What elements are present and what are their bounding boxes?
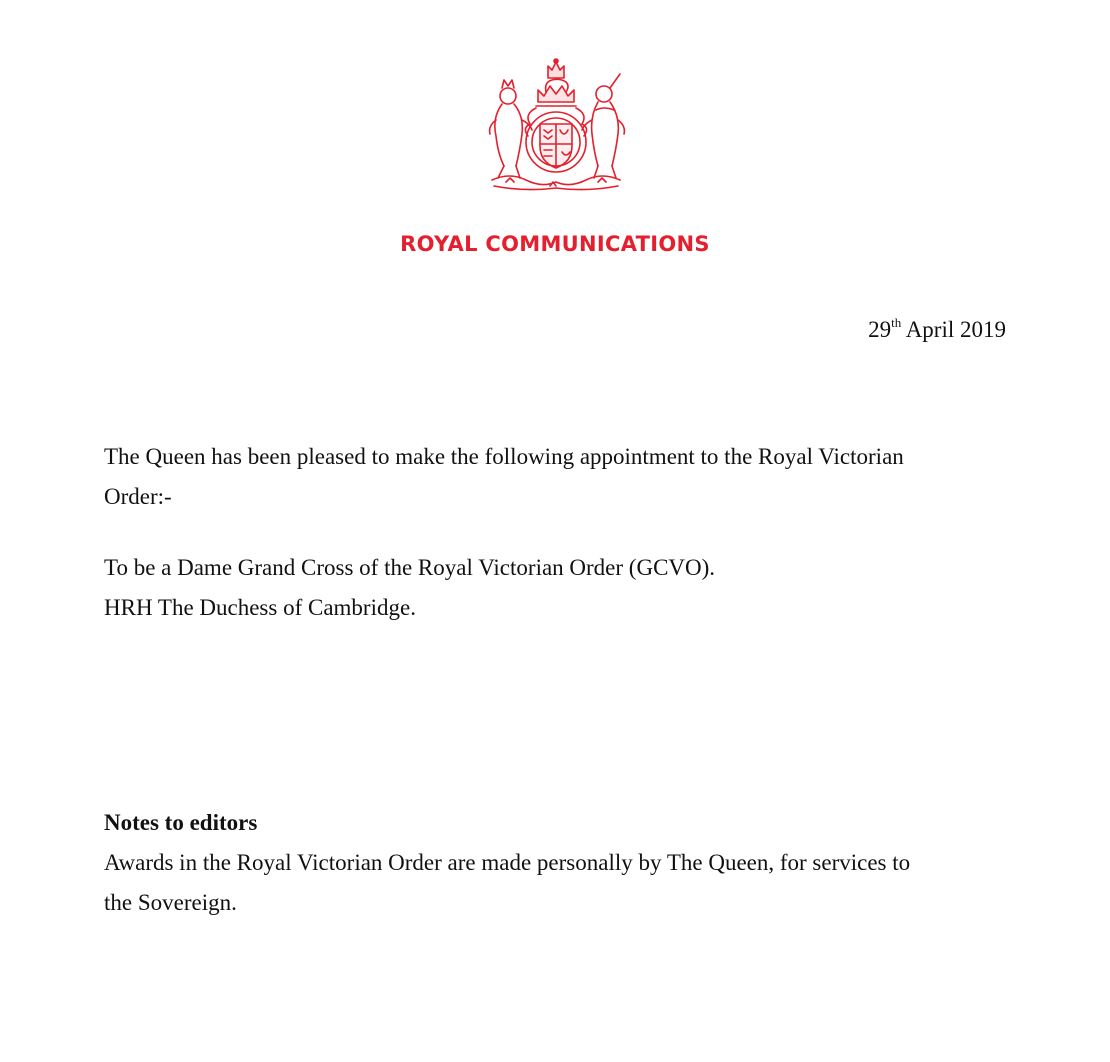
royal-coat-of-arms-icon — [486, 58, 626, 194]
date-suffix: th — [891, 315, 902, 330]
appointment-title: To be a Dame Grand Cross of the Royal Victorian Order (GCVO). — [104, 555, 716, 580]
notes-section — [104, 803, 1004, 923]
intro-paragraph — [104, 437, 1004, 517]
appointee-name: HRH The Duchess of Cambridge. — [104, 595, 416, 620]
date-day: 29 — [868, 317, 892, 342]
page-heading: ROYAL COMMUNICATIONS — [400, 232, 710, 256]
appointment-paragraph — [104, 548, 1004, 628]
date-rest: April 2019 — [901, 317, 1006, 342]
notes-line-1: Awards in the Royal Victorian Order are made personally by The Queen, for services to — [104, 850, 911, 875]
intro-line-1: The Queen has been pleased to make the following appointment to the Royal Victorian — [104, 444, 904, 469]
notes-heading: Notes to editors — [104, 810, 258, 835]
intro-line-2: Order:- — [104, 484, 172, 509]
document-date — [868, 316, 1006, 344]
notes-line-2: the Sovereign. — [104, 890, 237, 915]
